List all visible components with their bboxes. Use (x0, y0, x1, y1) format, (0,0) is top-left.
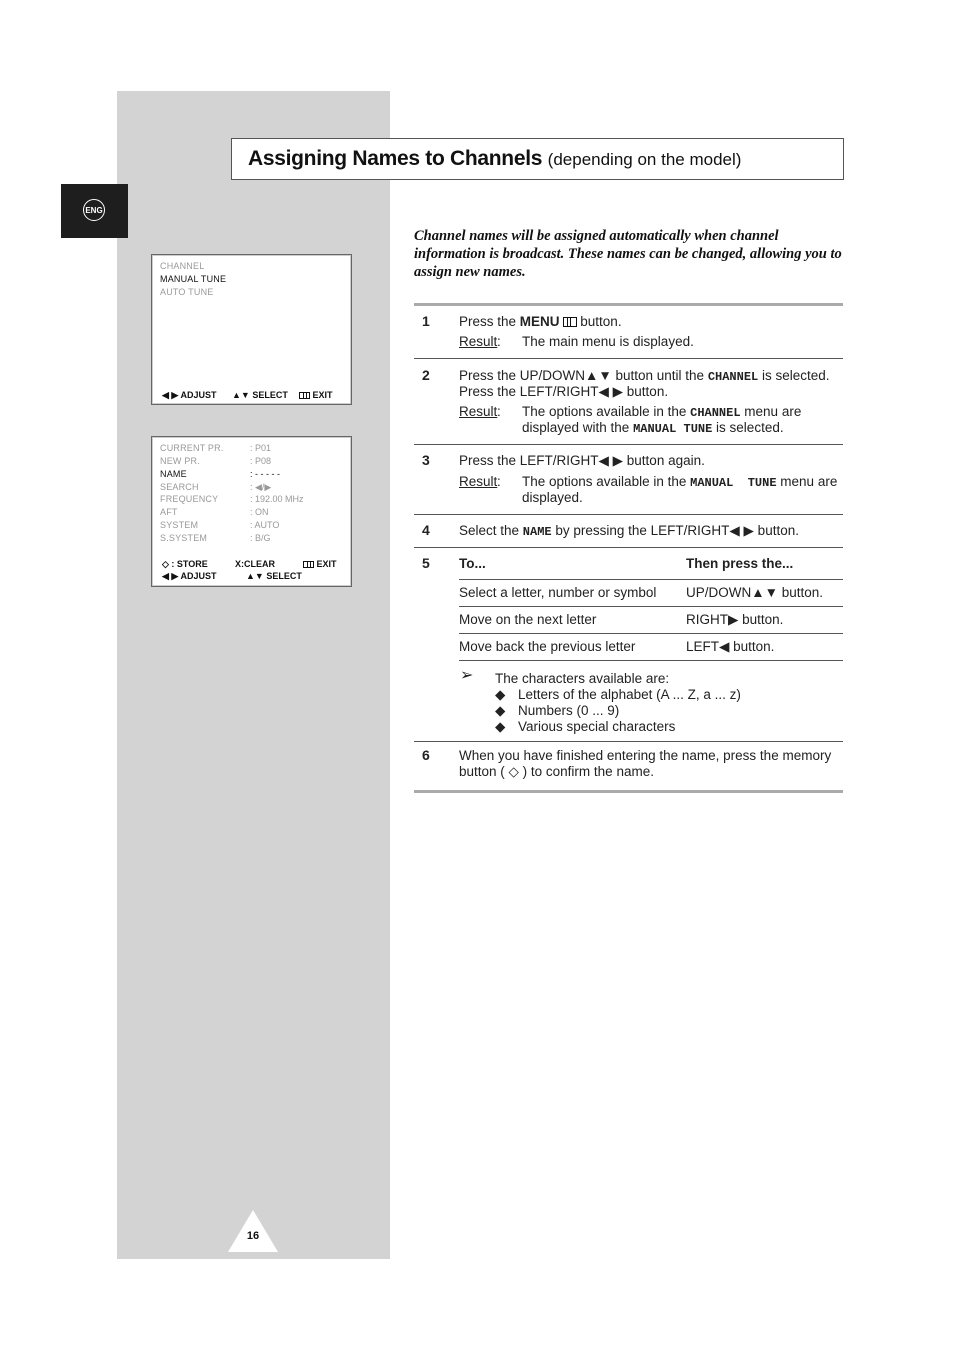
osd-channel-menu (151, 254, 352, 405)
divider (414, 444, 843, 445)
footer-exit (299, 390, 333, 400)
divider (414, 358, 843, 359)
page-number: 16 (246, 1230, 260, 1242)
footer-clear: X:CLEAR (235, 559, 275, 569)
table-divider (459, 633, 843, 634)
bullet-diamond-icon: ◆ (495, 719, 506, 734)
step-number: 1 (422, 313, 430, 329)
table-divider (459, 606, 843, 607)
step6-line1: When you have finished entering the name, press the memory (459, 748, 832, 763)
step1-text (459, 314, 622, 330)
divider (414, 741, 843, 742)
row-label: SYSTEM (160, 520, 199, 530)
row-value: : B/G (250, 533, 271, 543)
row-value: : - - - - - (250, 469, 280, 479)
table-cell-press: UP/DOWN▲▼ button. (686, 585, 824, 600)
row-value: : ON (250, 507, 269, 517)
step4-text (459, 523, 799, 540)
step1-b: button. (576, 314, 622, 329)
intro-paragraph: Channel names will be assigned automatically when channel information is broadcast. These names can be changed, allowing you to assign new names. (414, 228, 842, 280)
step2-result2 (522, 420, 784, 437)
bullet-diamond-icon: ◆ (495, 703, 506, 718)
menu-item-auto-tune: AUTO TUNE (160, 287, 214, 297)
step2-l1a: Press the UP/DOWN▲▼ button until the (459, 368, 708, 383)
table-cell-to: Select a letter, number or symbol (459, 585, 657, 600)
footer-store: ◇ : STORE (162, 559, 208, 569)
step6-line2: button ( ◇ ) to confirm the name. (459, 764, 654, 779)
step3-result1 (522, 474, 842, 491)
menu-label: MENU (519, 314, 560, 329)
footer-select: ▲▼ SELECT (246, 571, 302, 581)
step-number: 3 (422, 452, 430, 468)
divider (414, 514, 843, 515)
step4-b: by pressing the LEFT/RIGHT◀ ▶ button. (551, 523, 799, 538)
menu-icon (303, 561, 314, 568)
result-colon: : (497, 334, 501, 349)
step-number: 2 (422, 367, 430, 383)
step2-r1a: The options available in the (522, 404, 691, 419)
bullet-item: Letters of the alphabet (A ... Z, a ... z) (518, 687, 741, 702)
row-label: SEARCH (160, 482, 199, 492)
step-number: 4 (422, 522, 430, 538)
step2-line2: Press the LEFT/RIGHT◀ ▶ button. (459, 384, 669, 399)
language-tab (61, 184, 128, 238)
step3-r1b: menu are (776, 474, 838, 489)
table-cell-to: Move back the previous letter (459, 639, 636, 654)
bullet-item: Numbers (0 ... 9) (518, 703, 620, 718)
row-label: FREQUENCY (160, 494, 219, 504)
step3-r1m: MANUAL TUNE (690, 476, 777, 490)
title-main: Assigning Names to Channels (248, 147, 543, 170)
step2-result1 (522, 404, 842, 421)
divider (414, 547, 843, 548)
table-divider (459, 660, 843, 661)
step1-result: The main menu is displayed. (522, 334, 694, 349)
title-box (231, 138, 844, 180)
result-label: Result (459, 334, 498, 349)
step2-r1b: menu are (740, 404, 802, 419)
table-divider (459, 579, 843, 580)
footer-exit-label: EXIT (316, 559, 337, 569)
osd-manual-tune-menu (151, 436, 352, 587)
step2-r2a: displayed with the (522, 420, 634, 435)
step2-line1 (459, 368, 842, 385)
step-number: 6 (422, 747, 430, 763)
title-sub: (depending on the model) (547, 150, 742, 169)
page-title (248, 147, 741, 171)
divider (414, 790, 843, 793)
result-colon: : (497, 404, 501, 419)
divider (414, 303, 843, 306)
step-number: 5 (422, 555, 430, 571)
step2-r2m: MANUAL TUNE (633, 422, 713, 436)
step2-l1m: CHANNEL (707, 370, 759, 384)
footer-exit-label: EXIT (312, 390, 333, 400)
row-value: : P08 (250, 456, 272, 466)
row-value: : P01 (250, 443, 272, 453)
bullet-item: Various special characters (518, 719, 676, 734)
note-text: The characters available are: (495, 671, 670, 686)
row-label: AFT (160, 507, 178, 517)
eng-badge: ENG (83, 199, 105, 221)
note-arrow-icon: ➢ (460, 667, 474, 684)
row-label: NEW PR. (160, 456, 200, 466)
table-cell-press: RIGHT▶ button. (686, 612, 784, 627)
step2-r1m: CHANNEL (690, 406, 741, 420)
result-colon: : (497, 474, 501, 489)
footer-adjust: ◀ ▶ ADJUST (162, 571, 217, 581)
table-cell-to: Move on the next letter (459, 612, 597, 627)
result-label: Result (459, 474, 498, 489)
step2-l1b: is selected. (758, 368, 830, 383)
row-value: : AUTO (250, 520, 280, 530)
row-label: CURRENT PR. (160, 443, 224, 453)
row-label: S.SYSTEM (160, 533, 208, 543)
bullet-diamond-icon: ◆ (495, 687, 506, 702)
row-value: : 192.00 MHz (250, 494, 304, 504)
table-header-press: Then press the... (686, 556, 794, 571)
footer-adjust: ◀ ▶ ADJUST (162, 390, 217, 400)
step4-m: NAME (522, 525, 552, 539)
table-header-to: To... (459, 556, 486, 571)
row-label: NAME (160, 469, 187, 479)
step2-r2b: is selected. (712, 420, 784, 435)
menu-icon (299, 392, 310, 399)
menu-item-channel: CHANNEL (160, 261, 205, 271)
step3-result2: displayed. (522, 490, 583, 505)
footer-exit (303, 559, 337, 569)
footer-select: ▲▼ SELECT (232, 390, 288, 400)
step3-r1a: The options available in the (522, 474, 691, 489)
step4-a: Select the (459, 523, 523, 538)
table-cell-press: LEFT◀ button. (686, 639, 775, 654)
result-label: Result (459, 404, 498, 419)
step1-a: Press the (459, 314, 520, 329)
step3-line1: Press the LEFT/RIGHT◀ ▶ button again. (459, 453, 705, 468)
row-value: : ◀/▶ (250, 482, 272, 492)
menu-item-manual-tune: MANUAL TUNE (160, 274, 227, 284)
menu-icon (563, 317, 577, 327)
